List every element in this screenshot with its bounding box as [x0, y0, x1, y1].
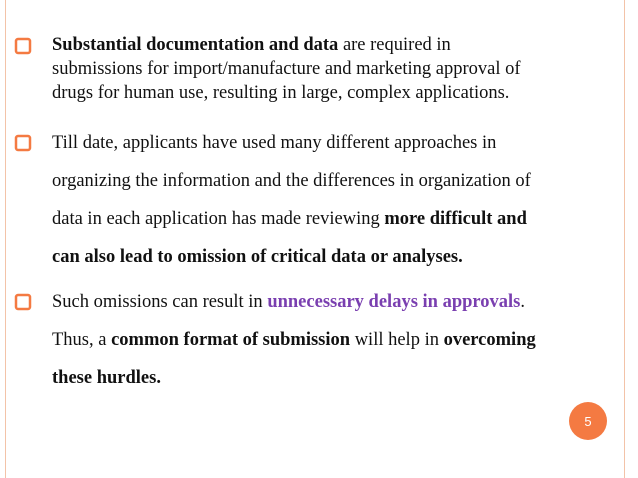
paragraph-line — [52, 57, 618, 81]
left-border-line — [5, 0, 6, 478]
text-run: common format of submission — [111, 330, 351, 350]
text-run: data in each application has made reviewing — [52, 209, 385, 229]
paragraph-line — [52, 283, 618, 321]
text-run: will help in — [350, 330, 444, 350]
text-run: organizing the information and the differences in organization of — [52, 171, 531, 191]
bullet-paragraph-1 — [52, 33, 618, 105]
highlighted-text: unnecessary delays in approvals — [267, 292, 521, 312]
text-run: . — [520, 292, 525, 312]
text-run: are required in — [338, 35, 451, 55]
bullet-icon — [14, 37, 32, 55]
paragraph-line — [52, 81, 618, 105]
bullet-icon — [14, 134, 32, 152]
text-run: more difficult and — [384, 209, 527, 229]
text-run: submissions for import/manufacture and marketing approval of — [52, 59, 521, 79]
text-run: Thus, a — [52, 330, 112, 350]
text-run: Till date, applicants have used many different approaches in — [52, 133, 497, 153]
text-run: these hurdles. — [52, 368, 161, 388]
text-run: drugs for human use, resulting in large, complex applications. — [52, 83, 510, 103]
text-run: Substantial documentation and data — [52, 35, 339, 55]
paragraph-line — [52, 33, 618, 57]
paragraph-line — [52, 359, 618, 397]
text-run: can also lead to omission of critical data or analyses. — [52, 247, 463, 267]
text-run: overcoming — [443, 330, 536, 350]
right-border-line — [624, 0, 625, 478]
paragraph-line — [52, 238, 618, 276]
bullet-icon — [14, 293, 32, 311]
text-run: Such omissions can result in — [52, 292, 268, 312]
bullet-paragraph-3 — [52, 283, 618, 397]
page-number-badge: 5 — [569, 402, 607, 440]
paragraph-line — [52, 162, 618, 200]
bullet-paragraph-2 — [52, 124, 618, 276]
paragraph-line — [52, 200, 618, 238]
paragraph-line — [52, 321, 618, 359]
paragraph-line — [52, 124, 618, 162]
